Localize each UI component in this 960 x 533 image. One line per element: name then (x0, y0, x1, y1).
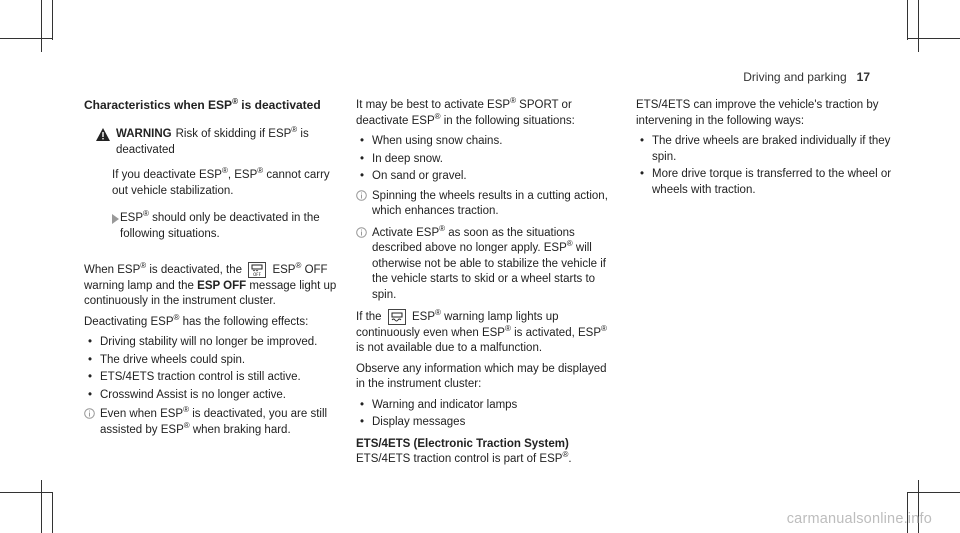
section-heading: Characteristics when ESP® is deactivated (84, 97, 321, 112)
effects-list (84, 335, 342, 403)
esp-warning-icon (388, 309, 406, 325)
paragraph-malfunction: If the ESP® warning lamp lights up continuously even when ESP® is activated, ESP® is not available due to a malfunction. (356, 308, 607, 355)
paragraph-esp-off: When ESP® is deactivated, the OFF ESP® OFF warning lamp and the ESP OFF message light up continuously in the instrument cluster. (84, 261, 337, 308)
instruction-step: ESP® should only be deactivated in the following situations. (84, 211, 342, 242)
list-item: • When using snow chains. (356, 134, 618, 150)
list-item: • The drive wheels could spin. (84, 353, 342, 369)
list-item: • The drive wheels are braked individually if they spin. (636, 134, 898, 165)
note: Spinning the wheels results in a cutting action, which enhances traction. (356, 189, 618, 220)
list-item: • More drive torque is transferred to the wheel or wheels with traction. (636, 167, 898, 198)
warning-block: WARNING Risk of skidding if ESP® is deactivated (84, 127, 342, 158)
ways-list (636, 134, 898, 198)
crop-mark (52, 0, 53, 40)
crop-mark (0, 492, 52, 493)
svg-text:OFF: OFF (253, 272, 262, 277)
watermark[interactable]: carmanualsonline.info (786, 510, 932, 527)
warning-body: If you deactivate ESP®, ESP® cannot carry out vehicle stabilization. (112, 166, 330, 197)
list-item: • On sand or gravel. (356, 169, 618, 185)
page-number: 17 (856, 70, 870, 84)
crop-mark (908, 492, 960, 493)
note: Even when ESP® is deactivated, you are still assisted by ESP® when braking hard. (84, 407, 342, 438)
column-middle (356, 98, 618, 473)
note: Activate ESP® as soon as the situations described above no longer apply. ESP® will otherwise not be able to stabilize the vehicle if the vehicle starts to skid or a wheel starts to spin. (356, 226, 618, 304)
crop-mark (41, 0, 42, 52)
crop-mark (41, 480, 42, 533)
displays-list (356, 398, 618, 431)
list-item: • Warning and indicator lamps (356, 398, 618, 414)
page-header (743, 70, 870, 86)
situations-list (356, 134, 618, 185)
info-icon (356, 190, 367, 207)
list-item: • Crosswind Assist is no longer active. (84, 388, 342, 404)
info-icon (356, 227, 367, 244)
list-item: • ETS/4ETS traction control is still active. (84, 370, 342, 386)
paragraph-ets-ways: ETS/4ETS can improve the vehicle's traction by intervening in the following ways: (636, 99, 879, 127)
column-right (636, 98, 898, 202)
esp-off-icon (248, 262, 266, 278)
subheading-ets: ETS/4ETS (Electronic Traction System) (356, 437, 569, 450)
warning-label: WARNING (116, 128, 172, 140)
paragraph-ets: ETS/4ETS traction control is part of ESP®. (356, 450, 572, 466)
paragraph-observe: Observe any information which may be displayed in the instrument cluster: (356, 362, 607, 391)
column-left (84, 98, 342, 444)
section-title: Driving and parking (743, 70, 847, 84)
crop-mark (52, 492, 53, 533)
paragraph-situations: It may be best to activate ESP® SPORT or deactivate ESP® in the following situations: (356, 96, 575, 127)
arrow-right-icon (112, 214, 119, 224)
crop-mark (907, 0, 908, 40)
info-icon (84, 408, 95, 425)
crop-mark (0, 38, 52, 39)
paragraph-effects: Deactivating ESP® has the following effects: (84, 312, 309, 328)
list-item: • In deep snow. (356, 152, 618, 168)
list-item: • Driving stability will no longer be improved. (84, 335, 342, 351)
warning-triangle-icon (96, 128, 110, 147)
crop-mark (918, 0, 919, 52)
list-item: • Display messages (356, 415, 618, 431)
crop-mark (908, 38, 960, 39)
